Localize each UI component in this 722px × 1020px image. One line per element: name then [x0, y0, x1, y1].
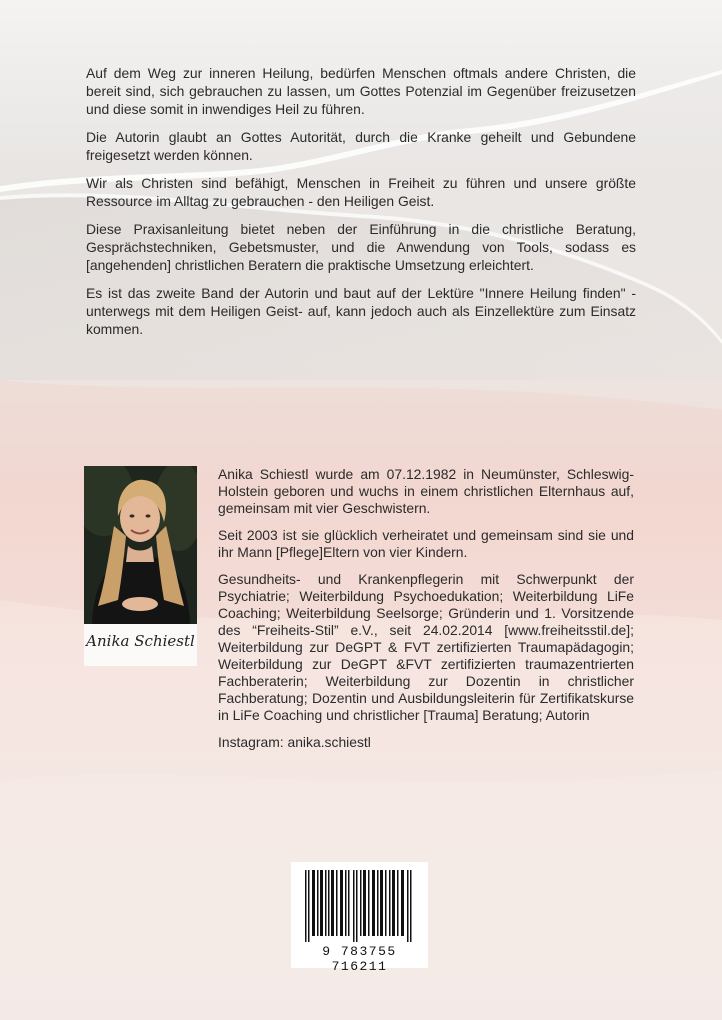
author-photo: [84, 466, 197, 624]
isbn-barcode: [291, 862, 428, 974]
bio-paragraph-1: Anika Schiestl wurde am 07.12.1982 in Neumünster, Schleswig-Holstein geboren und wuchs in einem christlichen Elternhaus auf, gemeinsam mit vier Geschwistern.: [218, 466, 634, 516]
bio-paragraph-3: Gesundheits- und Krankenpflegerin mit Schwerpunkt der Psychiatrie; Weiterbildung Psychoedukation; Weiterbildung LiFe Coaching; Weiterbildung Seelsorge; Gründerin und 1. Vorsitzende des “Freiheits-Stil” e.V., seit 24.02.2014 [www.freiheitsstil.de]; Weiterbildung zur DeGPT & FVT zertifizierten Traumapädagogin; Weiterbildung zur DeGPT &FVT zertifizierten traumazentrierten Fachberaterin; Weiterbildung zur Dozentin in christlicher Fachberatung; Dozentin und Ausbildungsleiterin für Zertifikatskurse in LiFe Coaching und christlicher [Trauma] Beratung; Autorin: [218, 571, 634, 723]
author-photo-card: [84, 466, 197, 666]
author-signature: Anika Schiestl: [86, 632, 195, 650]
blurb-paragraph-1: Auf dem Weg zur inneren Heilung, bedürfen Menschen oftmals andere Christen, die bereit sind, sich gebrauchen zu lassen, um Gottes Potenzial im Gegenüber freizusetzen und diese somit in inwendiges Heil zu führen.: [86, 65, 636, 117]
instagram-handle: Instagram: anika.schiestl: [218, 734, 371, 750]
blurb-paragraph-5: Es ist das zweite Band der Autorin und baut auf der Lektüre "Innere Heilung finden" -unterwegs mit dem Heiligen Geist- auf, kann jedoch auch als Einzellektüre zum Einsatz kommen.: [86, 285, 636, 337]
blurb-paragraph-3: Wir als Christen sind befähigt, Menschen in Freiheit zu führen und unsere größte Ressource im Alltag zu gebrauchen - den Heiligen Geist.: [86, 175, 636, 209]
back-cover-blurb: [86, 64, 636, 348]
bio-paragraph-2: Seit 2003 ist sie glücklich verheiratet und gemeinsam sind sie und ihr Mann [Pflege]Eltern von vier Kindern.: [218, 527, 634, 560]
blurb-paragraph-4: Diese Praxisanleitung bietet neben der Einführung in die christliche Beratung, Gesprächstechniken, Gebetsmuster, und die Anwendung von Tools, sodass es [angehenden] christlichen Beratern die praktische Umsetzung erleichtert.: [86, 221, 636, 273]
blurb-paragraph-2: Die Autorin glaubt an Gottes Autorität, durch die Kranke geheilt und Gebundene freigesetzt werden können.: [86, 129, 636, 163]
barcode-bars: [303, 870, 416, 942]
isbn-number: 9 783755 716211: [322, 944, 397, 974]
author-bio: [218, 466, 634, 761]
